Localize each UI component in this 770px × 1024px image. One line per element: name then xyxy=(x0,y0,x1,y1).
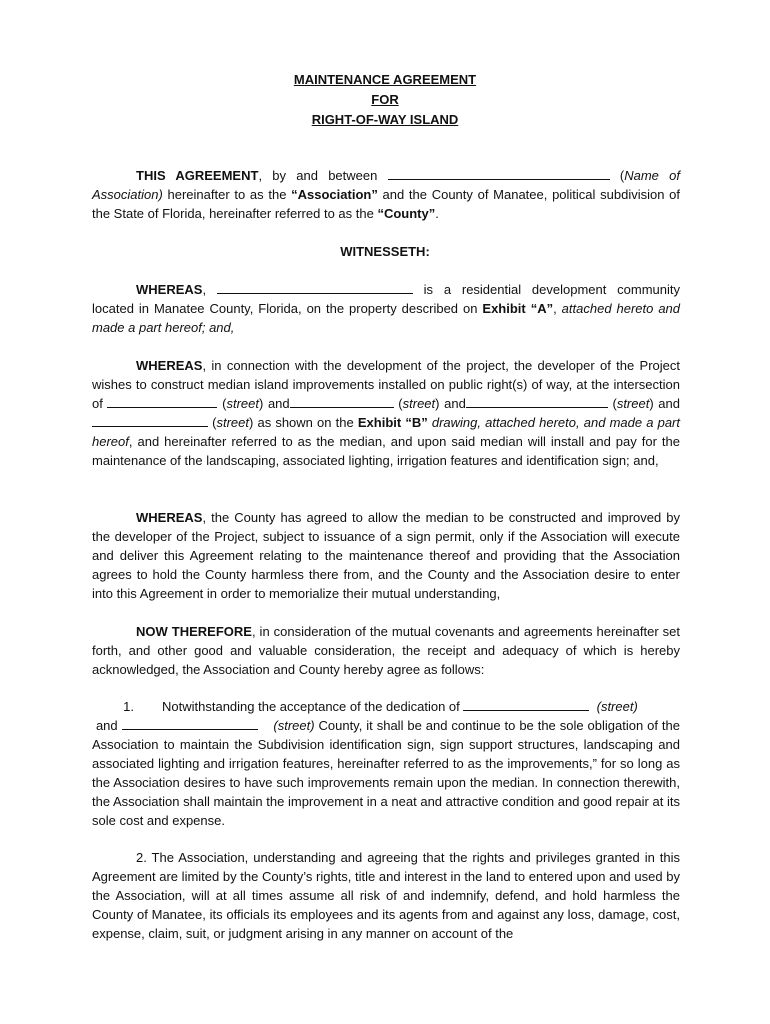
whereas-2-text-3: , and hereinafter referred to as the median, and upon said median will install and pay for the maintenance of the landscaping, associated lighting, irrigation features and identification sign; and, xyxy=(92,434,680,468)
whereas-2-text-2: as shown on the xyxy=(253,415,358,430)
paren-2: ( xyxy=(393,396,403,411)
document-title xyxy=(0,70,770,130)
intro-paren: ( xyxy=(619,168,625,183)
whereas-3-text: , the County has agreed to allow the median to be constructed and improved by the developer of the Project, subject to issuance of a sign permit, only if the Association will execute and deliver this Agreement relating to the maintenance thereof and providing that the Association agrees to hold the County harmless there from, and the County and the Association desire to enter into this Agreement in order to memorialize their mutual understanding, xyxy=(92,510,680,601)
exhibit-b-ref: Exhibit “B” xyxy=(357,415,428,430)
item-1-and: and xyxy=(95,718,122,733)
whereas-paragraph-1 xyxy=(92,280,680,337)
street-label-1: street xyxy=(226,396,259,411)
whereas-2-italic: drawing, attached hereto, and made a part hereof xyxy=(92,415,680,449)
whereas-1-italic: attached hereto and made a part hereof; and, xyxy=(92,301,681,335)
association-term: “Association” xyxy=(291,187,378,202)
street-blank-2[interactable] xyxy=(290,395,394,408)
item-2-paragraph: 2. The Association, understanding and agreeing that the rights and privileges granted in this Agreement are limited by the County’s rights, title and interest in the land to entered upon and used by the Association, will at all times assume all risk of and indemnify, defend, and hold harmless the County of Manatee, its officials its employees and its agents from and against any loss, damage, cost, expense, claim, suit, or judgment arising in any manner on account of the xyxy=(92,850,680,941)
street-label-4: street xyxy=(216,415,249,430)
intro-lead: THIS AGREEMENT xyxy=(136,168,259,183)
item-1-text-1: Notwithstanding the acceptance of the dedication of xyxy=(162,699,464,714)
item-1-street-label-1: (street) xyxy=(596,699,638,714)
intro-text-1: , by and between xyxy=(258,168,378,183)
whereas-2-lead: WHEREAS xyxy=(136,358,203,373)
street-blank-4[interactable] xyxy=(92,414,208,427)
and-1: ) and xyxy=(258,396,290,411)
intro-text-4: and the County of Manatee, political subdivision of the State of Florida, hereinafter referred to as the xyxy=(92,187,680,221)
name-of-association-hint: Name of Association) xyxy=(92,168,680,202)
witnesseth-heading: WITNESSETH: xyxy=(340,244,430,259)
item-1-number: 1. xyxy=(123,699,134,714)
intro-text-5: . xyxy=(435,206,439,221)
community-name-blank[interactable] xyxy=(217,281,413,294)
whereas-1-text: is a residential development community located in Manatee County, Florida, on the property described on xyxy=(92,282,680,316)
whereas-paragraph-3 xyxy=(92,508,680,603)
exhibit-a-ref: Exhibit “A” xyxy=(482,301,554,316)
item-1-street-label-2: (street) xyxy=(273,718,315,733)
intro-text-3: hereinafter to as the xyxy=(162,187,292,202)
close-paren-4: ) xyxy=(248,415,254,430)
and-2: ) and xyxy=(435,396,466,411)
association-name-blank[interactable] xyxy=(388,167,610,180)
item-1-street-blank-1[interactable] xyxy=(463,698,589,711)
whereas-2-text-1: , in connection with the development of the project, the developer of the Project wishes to construct median island improvements installed on public right(s) of way, at the intersection of xyxy=(92,358,680,411)
item-1-paragraph xyxy=(92,697,680,830)
now-therefore-paragraph xyxy=(92,622,680,679)
whereas-paragraph-2: WHEREAS, in connection with the development of the project, the developer of the Project wishes to construct median island improvements installed on public right(s) of way, at the intersection of (street) and (street) and (street) and (street) as shown on the Exhibit “B” drawing, attached hereto, and made a part hereof, and hereinafter referred to as the median, and upon said median will install and pay for the maintenance of the landscaping, associated lighting, irrigation features and identification sign; and, xyxy=(92,358,680,468)
title-line-1: MAINTENANCE AGREEMENT xyxy=(293,72,477,87)
street-label-2: street xyxy=(402,396,436,411)
intro-paragraph xyxy=(92,166,680,223)
title-line-2: FOR xyxy=(371,92,399,107)
and-3: ) and xyxy=(649,396,680,411)
whereas-1-comma: , xyxy=(202,282,207,297)
street-blank-1[interactable] xyxy=(107,395,217,408)
paren-1: ( xyxy=(217,396,227,411)
paren-4: ( xyxy=(208,415,217,430)
item-1-street-blank-2[interactable] xyxy=(122,717,258,730)
whereas-3-lead: WHEREAS xyxy=(136,510,203,525)
title-line-3: RIGHT-OF-WAY ISLAND xyxy=(311,112,459,127)
item-1-text-2: County, it shall be and continue to be the sole obligation of the Association to maintain the Subdivision identification sign, sign support structures, landscaping and associated lighting and irrigation features, hereinafter referred to as the improvements,” for so long as the Association desires to have such improvements remain upon the median. In connection therewith, the Association shall maintain the improvement in a neat and attractive condition and good repair at its sole cost and expense. xyxy=(92,718,680,828)
street-label-3: street xyxy=(616,396,650,411)
whereas-1-lead: WHEREAS xyxy=(136,282,203,297)
now-therefore-text: , in consideration of the mutual covenants and agreements hereinafter set forth, and other good and valuable consideration, the receipt and adequacy of which is hereby acknowledged, the Association and County hereby agree as follows: xyxy=(92,624,681,677)
county-term: “County” xyxy=(377,206,436,221)
whereas-1-sep: , xyxy=(553,301,562,316)
now-therefore-lead: NOW THEREFORE xyxy=(136,624,252,639)
street-blank-3[interactable] xyxy=(466,395,608,408)
